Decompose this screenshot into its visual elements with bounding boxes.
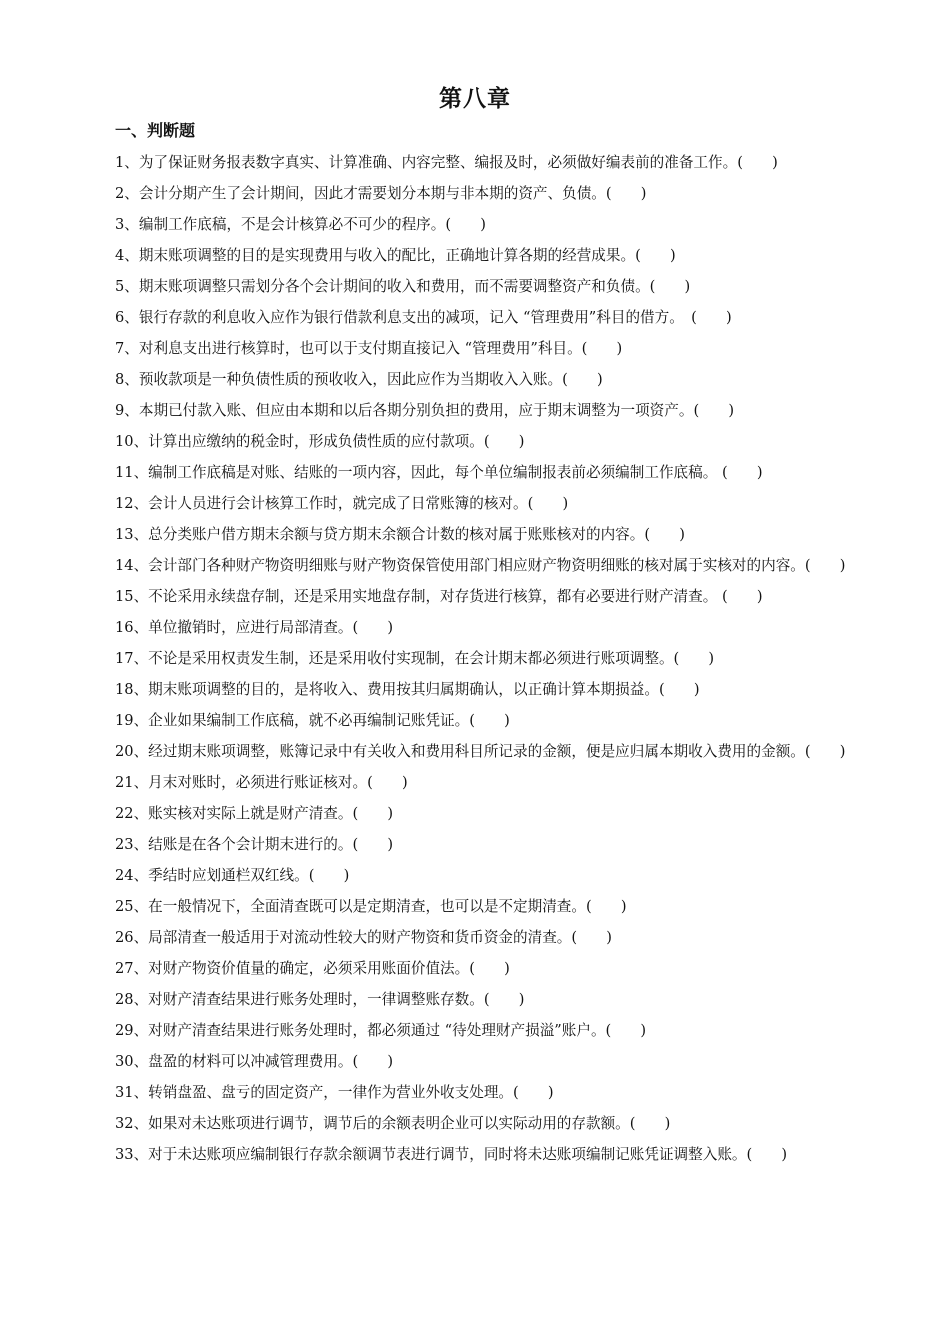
question-item: 25、在一般情况下，全面清查既可以是定期清查，也可以是不定期清查。( )	[115, 898, 627, 915]
question-item: 10、计算出应缴纳的税金时，形成负债性质的应付款项。( )	[115, 433, 525, 450]
section-title: 一、判断题	[115, 121, 196, 140]
question-item: 28、对财产清查结果进行账务处理时，一律调整账存数。( )	[115, 991, 525, 1008]
question-item: 26、局部清查一般适用于对流动性较大的财产物资和货币资金的清查。( )	[115, 929, 612, 946]
question-item: 7、对利息支出进行核算时，也可以于支付期直接记入 “管理费用”科目。( )	[115, 340, 623, 357]
question-item: 20、经过期末账项调整，账簿记录中有关收入和费用科目所记录的金额，便是应归属本期收入费用的金额。( )	[115, 743, 846, 760]
question-item: 22、账实核对实际上就是财产清查。( )	[115, 805, 394, 822]
question-item: 23、结账是在各个会计期末进行的。( )	[115, 836, 394, 853]
question-item: 2、会计分期产生了会计期间，因此才需要划分本期与非本期的资产、负债。( )	[115, 185, 647, 202]
question-item: 9、本期已付款入账、但应由本期和以后各期分别负担的费用，应于期末调整为一项资产。( )	[115, 402, 735, 419]
question-item: 13、总分类账户借方期末余额与贷方期末余额合计数的核对属于账账核对的内容。( )	[115, 526, 685, 543]
question-item: 30、盘盈的材料可以冲减管理费用。( )	[115, 1053, 394, 1070]
question-item: 11、编制工作底稿是对账、结账的一项内容，因此，每个单位编制报表前必须编制工作底稿。 ( )	[115, 464, 763, 481]
question-item: 24、季结时应划通栏双红线。( )	[115, 867, 350, 884]
question-item: 18、期末账项调整的目的，是将收入、费用按其归属期确认，以正确计算本期损益。( )	[115, 681, 700, 698]
question-item: 3、编制工作底稿，不是会计核算必不可少的程序。( )	[115, 216, 486, 233]
question-item: 32、如果对未达账项进行调节，调节后的余额表明企业可以实际动用的存款额。( )	[115, 1115, 671, 1132]
question-item: 6、银行存款的利息收入应作为银行借款利息支出的减项，记入 “管理费用”科目的借方。 ( )	[115, 309, 732, 326]
question-item: 31、转销盘盈、盘亏的固定资产，一律作为营业外收支处理。( )	[115, 1084, 554, 1101]
question-list	[115, 147, 863, 1170]
question-item: 4、期末账项调整的目的是实现费用与收入的配比，正确地计算各期的经营成果。( )	[115, 247, 676, 264]
question-item: 14、会计部门各种财产物资明细账与财产物资保管使用部门相应财产物资明细账的核对属于实核对的内容。( )	[115, 557, 846, 574]
question-item: 27、对财产物资价值量的确定，必须采用账面价值法。( )	[115, 960, 510, 977]
question-item: 5、期末账项调整只需划分各个会计期间的收入和费用，而不需要调整资产和负债。( )	[115, 278, 691, 295]
question-item: 1、为了保证财务报表数字真实、计算准确、内容完整、编报及时，必须做好编表前的准备工作。( )	[115, 154, 778, 171]
chapter-title: 第八章	[439, 86, 511, 112]
question-item: 8、预收款项是一种负债性质的预收收入，因此应作为当期收入入账。( )	[115, 371, 603, 388]
question-item: 19、企业如果编制工作底稿，就不必再编制记账凭证。( )	[115, 712, 510, 729]
question-item: 12、会计人员进行会计核算工作时，就完成了日常账簿的核对。( )	[115, 495, 569, 512]
question-item: 21、月末对账时，必须进行账证核对。( )	[115, 774, 408, 791]
question-item: 17、不论是采用权责发生制，还是采用收付实现制，在会计期末都必须进行账项调整。( )	[115, 650, 715, 667]
question-item: 15、不论采用永续盘存制，还是采用实地盘存制，对存货进行核算，都有必要进行财产清查。 ( )	[115, 588, 763, 605]
question-item: 29、对财产清查结果进行账务处理时，都必须通过 “待处理财产损溢”账户。( )	[115, 1022, 647, 1039]
question-item: 16、单位撤销时，应进行局部清查。( )	[115, 619, 394, 636]
question-item: 33、对于未达账项应编制银行存款余额调节表进行调节，同时将未达账项编制记账凭证调整入账。( )	[115, 1146, 788, 1163]
